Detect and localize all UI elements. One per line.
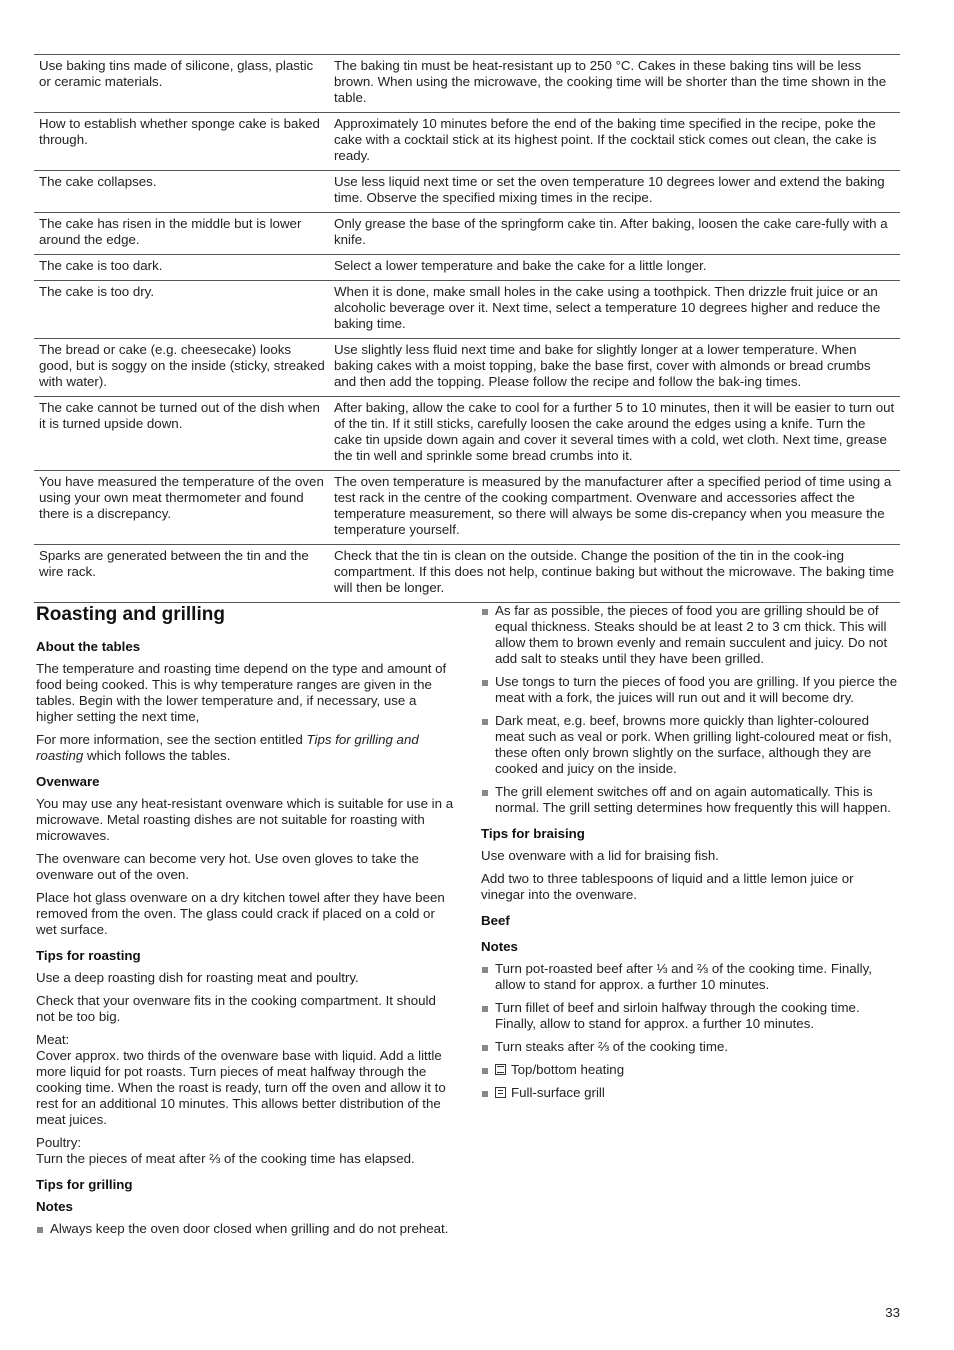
heating-mode-top-bottom [481, 1062, 899, 1078]
table-row [34, 545, 900, 603]
ovenware-paragraph-1: You may use any heat-resistant ovenware which is suitable for use in a microwave. Metal roasting dishes are not suitable for roasting with microwaves. [36, 796, 454, 843]
beef-notes-heading: Notes [481, 939, 518, 954]
solution-cell: Use less liquid next time or set the oven temperature 10 degrees lower and extend the baking time. Observe the specified mixing times in the recipe. [329, 171, 900, 213]
section-title: Roasting and grilling [36, 604, 225, 625]
problem-cell: The cake has risen in the middle but is lower around the edge. [34, 213, 329, 255]
braising-paragraph-2: Add two to three tablespoons of liquid and a little lemon juice or vinegar into the ovenware. [481, 871, 854, 902]
about-p2-reference: Tips for grilling and roasting [36, 732, 419, 763]
grilling-notes-heading: Notes [36, 1199, 73, 1214]
poultry-text: Turn the pieces of meat after ⅔ of the cooking time has elapsed. [36, 1151, 415, 1166]
roasting-paragraph-1: Use a deep roasting dish for roasting meat and poultry. [36, 970, 359, 985]
table-row [34, 471, 900, 545]
problem-cell: Use baking tins made of silicone, glass, plastic or ceramic materials. [34, 55, 329, 113]
ovenware-heading: Ovenware [36, 774, 100, 789]
braising-paragraph-1: Use ovenware with a lid for braising fish. [481, 848, 719, 863]
list-item: Turn fillet of beef and sirloin halfway through the cooking time. Finally, allow to stand for approx. a further 10 minutes. [481, 1000, 899, 1032]
problem-cell: The cake is too dark. [34, 255, 329, 281]
right-column [481, 603, 899, 1108]
problem-cell: You have measured the temperature of the oven using your own meat thermometer and found there is a discrepancy. [34, 471, 329, 545]
table-row [34, 171, 900, 213]
table-row [34, 55, 900, 113]
list-item: As far as possible, the pieces of food you are grilling should be of equal thickness. Steaks should be at least 2 to 3 cm thick. This will allow them to brown evenly and remain succulent and juicy. Do not add salt to steaks until they have been grilled. [481, 603, 899, 667]
solution-cell: Use slightly less fluid next time and bake for slightly longer at a lower temperature. When baking cakes with a moist topping, bake the base first, cover with almonds or bread crumbs and then add the topping. Please follow the recipe and follow the bak-ing times. [329, 339, 900, 397]
table-row [34, 255, 900, 281]
list-item: Turn pot-roasted beef after ⅓ and ⅔ of the cooking time. Finally, allow to stand for approx. a further 10 minutes. [481, 961, 899, 993]
poultry-label: Poultry: [36, 1135, 82, 1150]
meat-text: Cover approx. two thirds of the ovenware base with liquid. Add a little more liquid for pot roasts. Turn pieces of meat halfway through the cooking time. When the roast is ready, turn off the oven and allow it to rest for an additional 10 minutes. This allows better distribution of the meat juices. [36, 1048, 446, 1127]
grilling-notes-list [36, 1221, 454, 1237]
about-p2-pre: For more information, see the section entitled [36, 732, 307, 747]
problem-cell: Sparks are generated between the tin and the wire rack. [34, 545, 329, 603]
ovenware-paragraph-2: The ovenware can become very hot. Use oven gloves to take the ovenware out of the oven. [36, 851, 419, 882]
table-row [34, 339, 900, 397]
problem-cell: The cake collapses. [34, 171, 329, 213]
list-item: Use tongs to turn the pieces of food you are grilling. If you pierce the meat with a fork, the juices will run out and it will become dry. [481, 674, 899, 706]
solution-cell: The baking tin must be heat-resistant up to 250 °C. Cakes in these baking tins will be less brown. When using the microwave, the cooking time will be shorter than the time shown in the table. [329, 55, 900, 113]
left-column [36, 603, 454, 1244]
roasting-paragraph-2: Check that your ovenware fits in the cooking compartment. It should not be too big. [36, 993, 436, 1024]
table-row [34, 281, 900, 339]
heating-mode-full-grill [481, 1085, 899, 1101]
solution-cell: Approximately 10 minutes before the end of the baking time specified in the recipe, poke the cake with a cocktail stick at its highest point. If the cocktail stick comes out clean, the cake is ready. [329, 113, 900, 171]
problem-cell: How to establish whether sponge cake is baked through. [34, 113, 329, 171]
page-number: 33 [885, 1305, 900, 1320]
about-tables-heading: About the tables [36, 639, 141, 654]
list-item: Dark meat, e.g. beef, browns more quickly than lighter-coloured meat such as veal or pork. When grilling light-coloured meat or fish, these often only brown slightly on the surface, although they are cooked and juicy on the inside. [481, 713, 899, 777]
list-item: Always keep the oven door closed when grilling and do not preheat. [36, 1221, 454, 1237]
table-row [34, 213, 900, 255]
problem-cell: The cake cannot be turned out of the dish when it is turned upside down. [34, 397, 329, 471]
solution-cell: When it is done, make small holes in the cake using a toothpick. Then drizzle fruit juice or an alcoholic beverage over it. Next time, select a temperature 10 degrees higher and reduce the baking time. [329, 281, 900, 339]
list-item: The grill element switches off and on again automatically. This is normal. The grill setting determines how frequently this will happen. [481, 784, 899, 816]
problem-cell: The cake is too dry. [34, 281, 329, 339]
top-bottom-heating-icon [495, 1064, 506, 1075]
beef-notes-list [481, 961, 899, 1055]
solution-cell: Select a lower temperature and bake the cake for a little longer. [329, 255, 900, 281]
list-item: Turn steaks after ⅔ of the cooking time. [481, 1039, 899, 1055]
problem-cell: The bread or cake (e.g. cheesecake) looks good, but is soggy on the inside (sticky, streaked with water). [34, 339, 329, 397]
about-tables-paragraph-1: The temperature and roasting time depend on the type and amount of food being cooked. This is why temperature ranges are given in the tables. Begin with the lower temperature and, if necessary, use a higher setting the next time, [36, 661, 447, 724]
baking-tips-body [34, 55, 900, 603]
heating-mode-label: Full-surface grill [511, 1085, 605, 1100]
grilling-tips-heading: Tips for grilling [36, 1177, 133, 1192]
solution-cell: The oven temperature is measured by the manufacturer after a specified period of time using a test rack in the centre of the cooking compartment. Ovenware and accessories affect the temperature measurement, so there will always be some dis-crepancy when you measure the temperature yourself. [329, 471, 900, 545]
braising-tips-heading: Tips for braising [481, 826, 585, 841]
solution-cell: Check that the tin is clean on the outside. Change the position of the tin in the cook-ing compartment. If this does not help, continue baking but without the microwave. The baking time will then be longer. [329, 545, 900, 603]
grilling-notes-continued [481, 603, 899, 816]
about-tables-paragraph-2 [36, 732, 454, 764]
roasting-tips-heading: Tips for roasting [36, 948, 141, 963]
heating-mode-label: Top/bottom heating [511, 1062, 625, 1077]
full-surface-grill-icon [495, 1087, 506, 1098]
solution-cell: Only grease the base of the springform cake tin. After baking, loosen the cake care-fully with a knife. [329, 213, 900, 255]
heating-modes-list [481, 1062, 899, 1101]
baking-tips-table [34, 54, 900, 603]
meat-label: Meat: [36, 1032, 70, 1047]
table-row [34, 113, 900, 171]
beef-heading: Beef [481, 913, 510, 928]
table-row [34, 397, 900, 471]
about-p2-post: which follows the tables. [83, 748, 231, 763]
solution-cell: After baking, allow the cake to cool for a further 5 to 10 minutes, then it will be easier to turn out of the tin. If it still sticks, carefully loosen the cake around the edges using a knife. Turn the cake tin upside down again and cover it several times with a cold, wet cloth. Next time, grease the tin well and sprinkle some bread crumbs into it. [329, 397, 900, 471]
ovenware-paragraph-3: Place hot glass ovenware on a dry kitchen towel after they have been removed from the oven. The glass could crack if placed on a cold or wet surface. [36, 890, 445, 937]
